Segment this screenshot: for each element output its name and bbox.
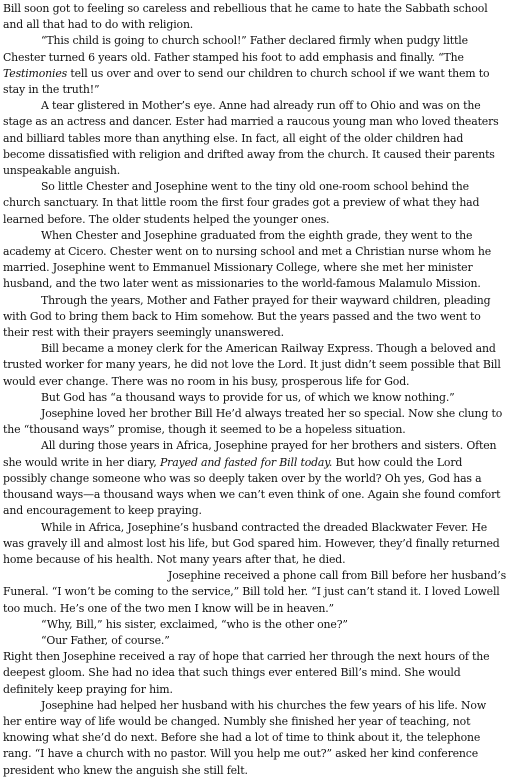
paragraph bbox=[3, 568, 507, 617]
text-segment: But God has “a thousand ways to provide for us, of which we know nothing.” bbox=[41, 390, 455, 404]
paragraph bbox=[3, 698, 507, 779]
paragraph bbox=[3, 649, 507, 698]
text-segment: But how could the Lord possibly change someone who was so deeply taken over by the world? Oh yes, God has a thousand ways—a thousand ways when we can’t even think of one. Again she found comfort and encouragement to keep praying. bbox=[3, 455, 501, 518]
text-segment: Josephine had helped her husband with his churches the few years of his life. Now her entire way of life would be changed. Numbly she finished her year of teaching, not knowing what she’d do next. Before she had a lot of time to think about it, the telephone rang. “I have a church with no pastor. Will you help me out?” asked her kind conference president who knew the anguish she still felt. bbox=[3, 698, 487, 777]
paragraph bbox=[3, 520, 507, 569]
paragraph bbox=[3, 438, 507, 519]
text-segment: Bill became a money clerk for the American Railway Express. Though a beloved and trusted worker for many years, he did not love the Lord. It just didn’t seem possible that Bill would ever change. There was no room in his busy, prosperous life for God. bbox=[3, 342, 501, 388]
text-segment: So little Chester and Josephine went to the tiny old one-room school behind the church sanctuary. In that little room the first four grades got a preview of what they had learned before. The older students helped the younger ones. bbox=[3, 180, 480, 226]
italic-text-segment: Testimonies bbox=[3, 66, 68, 80]
text-segment: Josephine received a phone call from Bill before her husband’s Funeral. “I won’t be coming to the service,” Bill told her. “I just can’t stand it. I loved Lowell too much. He’s one of the two men I know will be in heaven.” bbox=[3, 569, 507, 615]
text-segment: While in Africa, Josephine’s husband contracted the dreaded Blackwater Fever. He was gravely ill and almost lost his life, but God spared him. However, they’d finally returned home because of his health. Not many years after that, he died. bbox=[3, 520, 500, 566]
text-segment: Bill soon got to feeling so careless and rebellious that he came to hate the Sabbath school and all that had to do with religion. bbox=[3, 2, 488, 32]
paragraph bbox=[3, 633, 507, 649]
paragraph bbox=[3, 617, 507, 633]
text-segment: A tear glistered in Mother’s eye. Anne had already run off to Ohio and was on the stage as an actress and dancer. Ester had married a raucous young man who loved theaters and billiard tables more than anything else. In fact, all eight of the older children had become dissatisfied with religion and drifted away from the church. It caused their parents unspeakable anguish. bbox=[3, 99, 499, 178]
paragraph bbox=[3, 98, 507, 179]
text-segment: “Our Father, of course.” bbox=[41, 633, 170, 647]
text-segment: tell us over and over to send our children to church school if we want them to stay in the truth!” bbox=[3, 66, 490, 97]
paragraph bbox=[3, 406, 507, 438]
paragraph bbox=[3, 341, 507, 390]
paragraph bbox=[3, 33, 507, 98]
text-segment: Through the years, Mother and Father prayed for their wayward children, pleading with God to bring them back to Him somehow. But the years passed and the two went to their rest with their prayers seemingly unanswered. bbox=[3, 293, 491, 340]
italic-text-segment: Prayed and fasted for Bill today. bbox=[159, 455, 333, 469]
text-segment: All during those years in Africa, Josephine prayed for her brothers and sisters. Often she would write in her diary, bbox=[3, 439, 497, 469]
text-segment: Right then Josephine received a ray of hope that carried her through the next hours of the deepest gloom. She had no idea that such things ever entered Bill’s mind. She would definitely keep praying for him. bbox=[3, 650, 490, 696]
text-segment: “Why, Bill,” his sister, exclaimed, “who is the other one?” bbox=[41, 617, 348, 631]
paragraph bbox=[3, 390, 507, 406]
paragraph bbox=[3, 228, 507, 293]
paragraph bbox=[3, 1, 507, 33]
text-segment: When Chester and Josephine graduated from the eighth grade, they went to the academy at Cicero. Chester went on to nursing school and met a Christian nurse whom he married. Josephine went to Emmanuel Missionary College, where she met her minister husband, and the two later went as missionaries to the world-famous Malamulo Mission. bbox=[3, 228, 491, 291]
text-segment: Josephine loved her brother Bill He’d always treated her so special. Now she clung to the “thousand ways” promise, though it seemed to be a hopeless situation. bbox=[3, 407, 503, 437]
paragraph bbox=[3, 179, 507, 228]
text-segment: “This child is going to church school!” Father declared firmly when pudgy little Chester turned 6 years old. Father stamped his foot to add emphasis and finally. “The bbox=[3, 34, 468, 64]
paragraph bbox=[3, 293, 507, 342]
